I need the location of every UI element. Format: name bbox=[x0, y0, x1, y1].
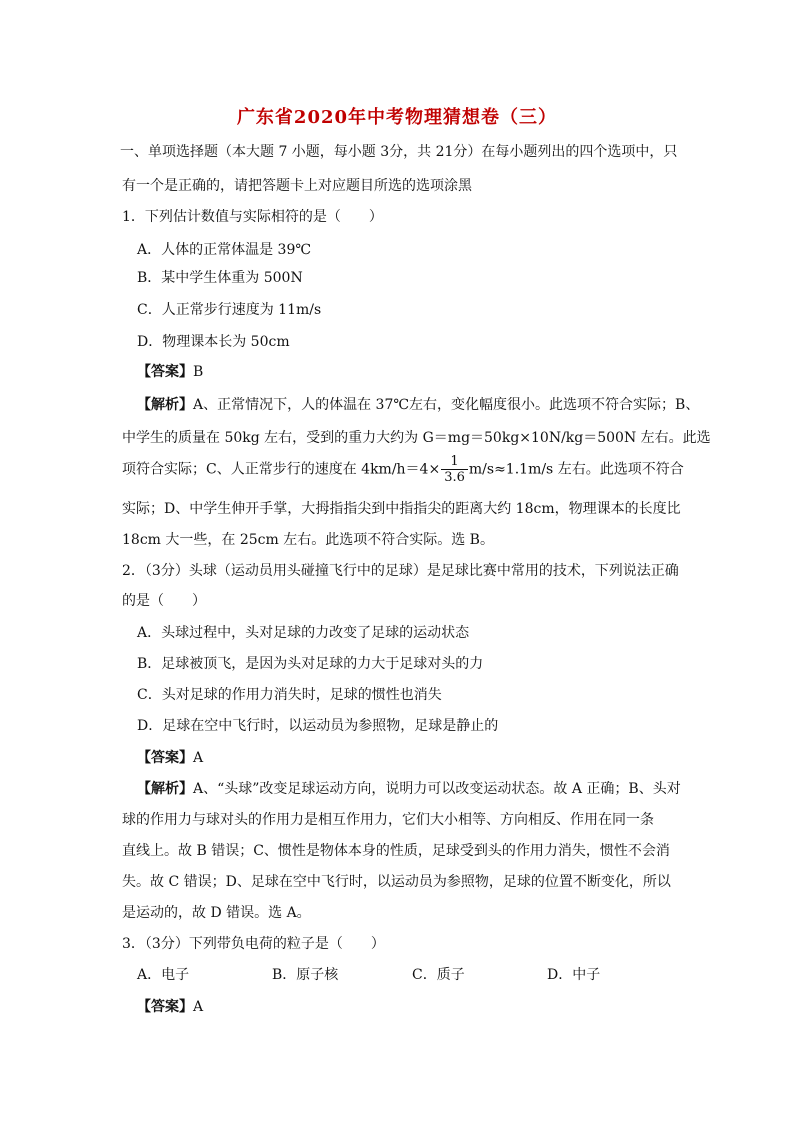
analysis-text: 项符合实际；C、人正常步行的速度在 4km/h＝4× bbox=[122, 461, 441, 478]
answer-value: A bbox=[193, 750, 204, 766]
answer-value: B bbox=[193, 364, 204, 380]
q2-answer bbox=[137, 748, 203, 768]
q1-analysis-line-5: 18cm 大一些，在 25cm 左右。此选项不符合实际。选 B。 bbox=[122, 532, 494, 548]
analysis-text: A、“头球”改变足球运动方向，说明力可以改变运动状态。故 A 正确；B、头对 bbox=[193, 781, 681, 797]
q1-option-b: B．某中学生体重为 500N bbox=[137, 270, 303, 286]
q1-analysis-line-2: 中学生的质量在 50kg 左右，受到的重力大约为 G＝mg＝50kg×10N/kg＝500N 左右。此选 bbox=[122, 430, 711, 446]
answer-value: A bbox=[193, 999, 204, 1015]
q2-option-a: A．头球过程中，头对足球的力改变了足球的运动状态 bbox=[137, 625, 470, 641]
q1-stem: 1．下列估计数值与实际相符的是（ ） bbox=[122, 209, 383, 225]
q2-analysis-line-1 bbox=[137, 779, 681, 799]
q3-answer bbox=[137, 997, 203, 1017]
q1-option-c: C．人正常步行速度为 11m/s bbox=[137, 302, 322, 318]
fraction-denominator: 3.6 bbox=[444, 470, 465, 485]
q2-stem-line-2: 的是（ ） bbox=[122, 593, 206, 609]
analysis-label: 【解析】 bbox=[137, 397, 193, 413]
analysis-label: 【解析】 bbox=[137, 781, 193, 797]
answer-label: 【答案】 bbox=[137, 364, 193, 380]
analysis-text: A、正常情况下，人的体温在 37℃左右，变化幅度很小。此选项不符合实际；B、 bbox=[193, 397, 700, 413]
q1-answer bbox=[137, 362, 203, 382]
q3-option-c: C．质子 bbox=[412, 967, 465, 983]
section-instruction-line-2: 有一个是正确的，请把答题卡上对应题目所选的选项涂黑 bbox=[122, 178, 472, 194]
page-title: 广东省2020年中考物理猜想卷（三） bbox=[236, 107, 558, 128]
q2-analysis-line-4: 失。故 C 错误；D、足球在空中飞行时，以运动员为参照物，足球的位置不断变化，所以 bbox=[122, 874, 671, 890]
q1-option-a: A．人体的正常体温是 39℃ bbox=[137, 242, 312, 258]
q1-analysis-line-3 bbox=[122, 454, 684, 485]
answer-label: 【答案】 bbox=[137, 999, 193, 1015]
q2-analysis-line-5: 是运动的，故 D 错误。选 A。 bbox=[122, 905, 311, 921]
q1-analysis-line-4: 实际；D、中学生伸开手掌，大拇指指尖到中指指尖的距离大约 18cm，物理课本的长度比 bbox=[122, 501, 681, 517]
q1-option-d: D．物理课本长为 50cm bbox=[137, 334, 290, 350]
q2-option-c: C．头对足球的作用力消失时，足球的惯性也消失 bbox=[137, 687, 442, 703]
q3-option-a: A．电子 bbox=[137, 967, 190, 983]
q3-stem: 3．（3分）下列带负电荷的粒子是（ ） bbox=[122, 936, 385, 952]
q2-analysis-line-3: 直线上。故 B 错误；C、惯性是物体本身的性质，足球受到头的作用力消失，惯性不会消 bbox=[122, 843, 670, 859]
q3-option-b: B．原子核 bbox=[272, 967, 339, 983]
q2-option-d: D．足球在空中飞行时，以运动员为参照物，足球是静止的 bbox=[137, 718, 499, 734]
fraction-numerator: 1 bbox=[441, 454, 468, 470]
q2-stem-line-1: 2．（3分）头球（运动员用头碰撞飞行中的足球）是足球比赛中常用的技术，下列说法正确 bbox=[122, 563, 679, 579]
answer-label: 【答案】 bbox=[137, 750, 193, 766]
q1-analysis-line-1 bbox=[137, 395, 699, 415]
q2-analysis-line-2: 球的作用力与球对头的作用力是相互作用力，它们大小相等、方向相反、作用在同一条 bbox=[122, 812, 654, 828]
analysis-text: m/s≈1.1m/s 左右。此选项不符合 bbox=[468, 461, 684, 478]
q3-option-d: D．中子 bbox=[547, 967, 601, 983]
q2-option-b: B．足球被顶飞，是因为头对足球的力大于足球对头的力 bbox=[137, 656, 484, 672]
q3-options-row bbox=[137, 965, 697, 985]
fraction bbox=[441, 454, 468, 485]
section-instruction-line-1: 一、单项选择题（本大题 7 小题，每小题 3分，共 21分）在每小题列出的四个选项中，只 bbox=[120, 144, 678, 160]
